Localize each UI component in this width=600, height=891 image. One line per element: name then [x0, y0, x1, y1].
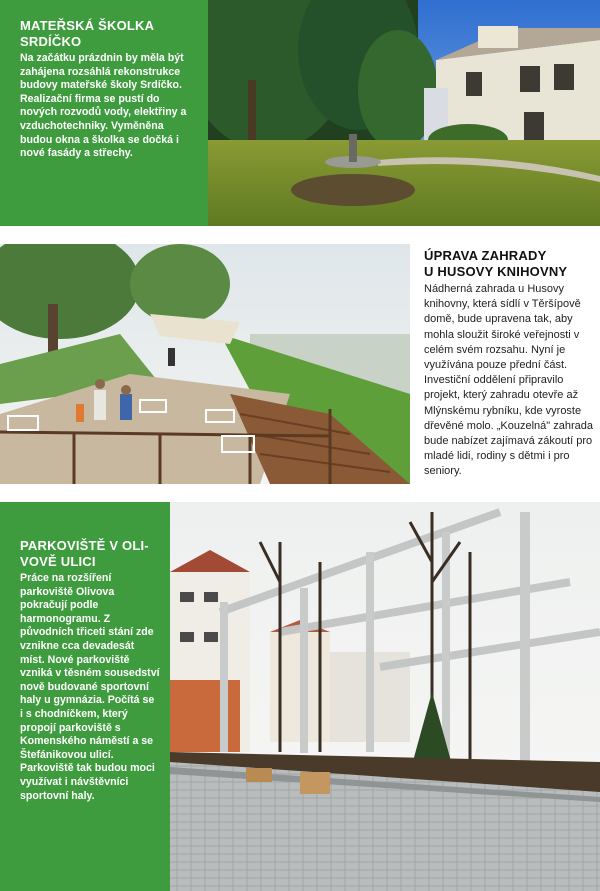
parking-body: Práce na rozšíření parkoviště Olivova pokračují podle harmonogramu. Z původních třiceti stání zde vznikne cca devadesát míst. Nové parkoviště vzniká v těsném sousedství nově budované sportovní haly u gymnázia. Počítá se i s chodníčkem, který propojí parkoviště s Komenského náměstí a se Štefánikovou ulicí. Parkoviště tak budou moci využívat i návštěvníci sportovní haly.	[20, 572, 160, 802]
kindergarten-heading-line1: MATEŘSKÁ ŠKOLKA	[20, 18, 155, 33]
parking-text-box	[0, 502, 170, 891]
kindergarten-heading-line2: SRDÍČKO	[20, 34, 82, 49]
garden-heading-line1: ÚPRAVA ZAHRADY	[424, 248, 547, 263]
parking-heading-line2: VOVĚ ULICI	[20, 554, 96, 569]
garden-text	[424, 248, 596, 484]
parking-heading	[20, 538, 160, 570]
garden-body: Nádherná zahrada u Husovy knihovny, která sídlí v Těršípově domě, bude upravena tak, aby mohla sloužit široké veřejnosti v celém svém rozsahu. Nyní je využívána pouze přední část. Investiční oddělení připravilo projekt, který zahradu otevře až Mlýnskému rybníku, kde vyroste dřevěné molo. „Kouzelná" zahrada bude nabízet zajímavá zákoutí pro mladé lidi, rodiny s dětmi i pro seniory.	[424, 283, 594, 478]
kindergarten-photo	[208, 0, 600, 226]
parking-photo	[170, 502, 600, 891]
garden-heading-line2: U HUSOVY KNIHOVNY	[424, 264, 568, 279]
garden-heading	[424, 248, 596, 280]
kindergarten-heading	[20, 18, 194, 50]
kindergarten-body: Na začátku prázdnin by měla být zahájena rozsáhlá rekonstrukce budovy mateřské školy Srdíčko. Realizační firma se pustí do nových rozvodů vody, elektřiny a vzduchotechniky. Vyměněna budou okna a školka se dočká i nové fasády a střechy.	[20, 52, 187, 160]
parking-heading-line1: PARKOVIŠTĚ V OLI-	[20, 538, 149, 553]
garden-visualisation	[0, 244, 410, 484]
kindergarten-text-box	[0, 0, 208, 226]
